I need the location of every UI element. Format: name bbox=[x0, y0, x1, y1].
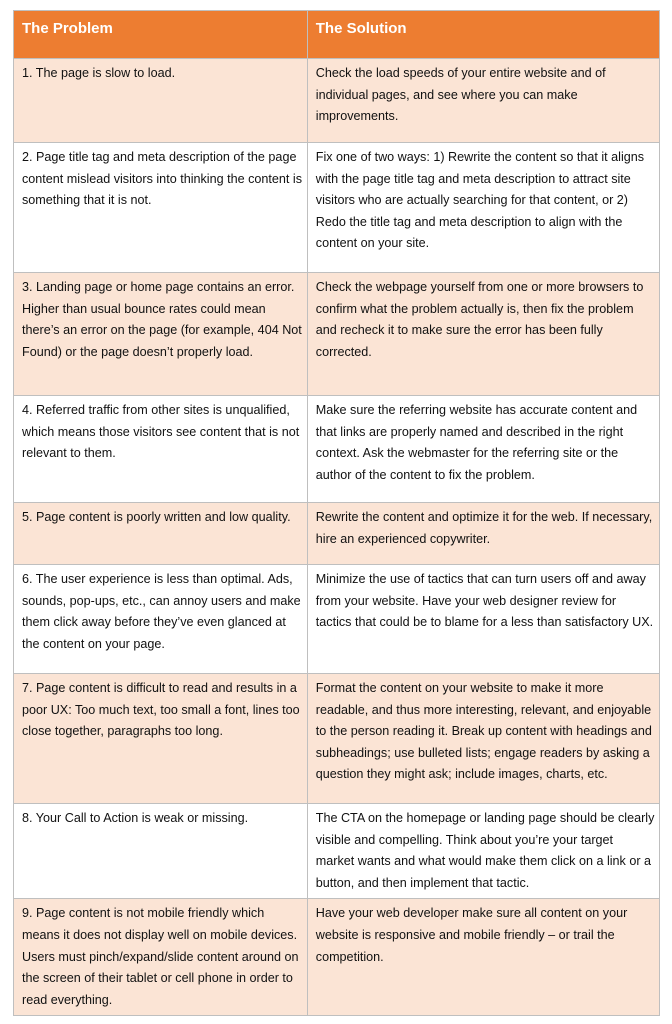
solution-cell: Format the content on your website to make it more readable, and thus more interesting, relevant, and enjoyable to the person reading it. Break up content with headings and subheadings; use bulleted lists; engage readers by asking a question they might ask; include images, charts, etc. bbox=[307, 674, 659, 804]
table-row bbox=[14, 503, 660, 565]
problem-cell: 3. Landing page or home page contains an error. Higher than usual bounce rates could mean there’s an error on the page (for example, 404 Not Found) or the page doesn’t properly load. bbox=[14, 273, 308, 396]
table-row bbox=[14, 59, 660, 143]
solution-cell: Make sure the referring website has accurate content and that links are properly named and described in the right context. Ask the webmaster for the referring site or the author of the content to fix the problem. bbox=[307, 396, 659, 503]
table-row bbox=[14, 396, 660, 503]
solution-cell: Check the webpage yourself from one or more browsers to confirm what the problem actually is, then fix the problem and recheck it to make sure the error has been fully corrected. bbox=[307, 273, 659, 396]
table-row bbox=[14, 804, 660, 899]
table-row bbox=[14, 273, 660, 396]
solution-cell: Have your web developer make sure all content on your website is responsive and mobile friendly – or trail the competition. bbox=[307, 899, 659, 1016]
problem-cell: 6. The user experience is less than optimal. Ads, sounds, pop-ups, etc., can annoy users and make them click away before they’ve even glanced at the content on your page. bbox=[14, 565, 308, 674]
problem-cell: 7. Page content is difficult to read and results in a poor UX: Too much text, too small a font, lines too close together, paragraphs too long. bbox=[14, 674, 308, 804]
solution-header: The Solution bbox=[307, 11, 659, 59]
table-row bbox=[14, 143, 660, 273]
solution-cell: Rewrite the content and optimize it for the web. If necessary, hire an experienced copywriter. bbox=[307, 503, 659, 565]
problem-header: The Problem bbox=[14, 11, 308, 59]
problem-cell: 8. Your Call to Action is weak or missing. bbox=[14, 804, 308, 899]
solution-cell: The CTA on the homepage or landing page should be clearly visible and compelling. Think about you’re your target market wants and what would make them click on a link or a button, and then implement that tactic. bbox=[307, 804, 659, 899]
problem-cell: 9. Page content is not mobile friendly which means it does not display well on mobile devices. Users must pinch/expand/slide content around on the screen of their tablet or cell phone in order to read everything. bbox=[14, 899, 308, 1016]
solution-cell: Minimize the use of tactics that can turn users off and away from your website. Have your web designer review for tactics that could be to blame for a less than satisfactory UX. bbox=[307, 565, 659, 674]
problem-solution-table bbox=[13, 10, 660, 1016]
table-row bbox=[14, 565, 660, 674]
table-row bbox=[14, 899, 660, 1016]
header-row bbox=[14, 11, 660, 59]
problem-cell: 5. Page content is poorly written and low quality. bbox=[14, 503, 308, 565]
table-row bbox=[14, 674, 660, 804]
problem-cell: 1. The page is slow to load. bbox=[14, 59, 308, 143]
problem-cell: 2. Page title tag and meta description of the page content mislead visitors into thinking the content is something that it is not. bbox=[14, 143, 308, 273]
problem-cell: 4. Referred traffic from other sites is unqualified, which means those visitors see content that is not relevant to them. bbox=[14, 396, 308, 503]
solution-cell: Fix one of two ways: 1) Rewrite the content so that it aligns with the page title tag and meta description to attract site visitors who are actually searching for that content, or 2) Redo the title tag and meta description to align with the content on your site. bbox=[307, 143, 659, 273]
solution-cell: Check the load speeds of your entire website and of individual pages, and see where you can make improvements. bbox=[307, 59, 659, 143]
